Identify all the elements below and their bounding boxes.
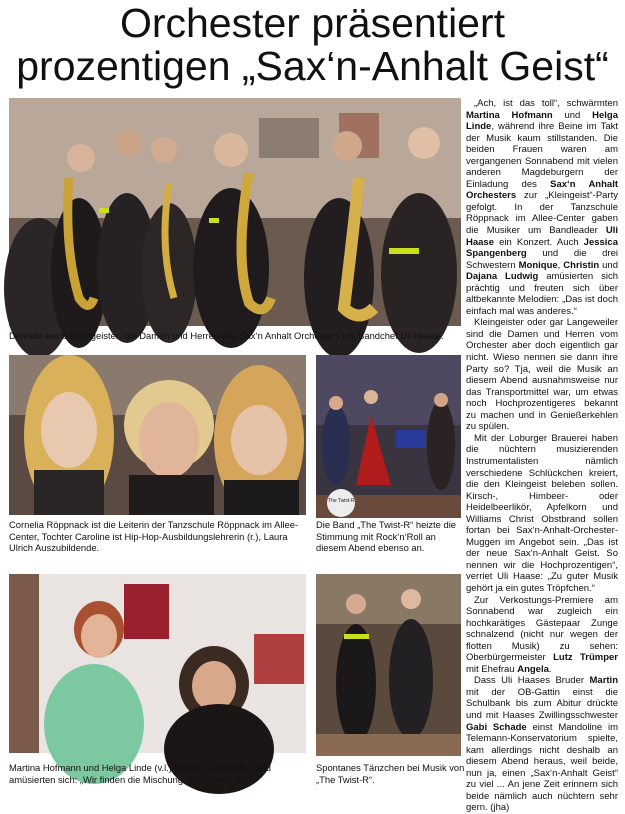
article-name-bold: Lutz Trümper: [553, 652, 618, 664]
photo-dance-school: [9, 355, 306, 515]
article-body: [466, 98, 618, 814]
article-name-bold: Monique: [518, 259, 558, 271]
headline-line-2: prozentigen „Sax‘n-Anhalt Geist“: [16, 43, 609, 89]
caption-band: Die Band „The Twist-R“ heizte die Stimmung mit Rock‘n‘Roll an diesem Abend ebenso an.: [316, 519, 456, 553]
caption-orchestra: Definitiv keine Kleingeister: die Damen und Herren des Sax‘n Anhalt Orchesters um Bandchef Uli Haase.: [9, 330, 444, 341]
caption-dancing-women: Martina Hofmann und Helga Linde (v.l.) tanzten, klatschten und amüsierten sich: „Wir finden die Mischung der Leute gut.“: [9, 762, 271, 785]
article-name-bold: Dajana Ludwig: [466, 271, 539, 283]
photo-dancing-women: [9, 574, 306, 753]
article-text: Mit der Loburger Brauerei haben die nüchtern musizierenden Instrumentalisten nämlich verschiedene Schlückchen kreiert, die den Kleingeist beleben sollen. Kirsch-, Himbeer- oder Heidelbeerlikör, Apfelkorn und Williams Christ Obstbrand sollen fortan bei Sax‘n-Anhalt-Orchester-Muggen im Angebot sein. „Das ist der neue Sax‘n-Anhalt Geist. So nennen wir die Hochprozentigen“, verriet Uli Haase: „Zu guter Musik gehört ja ein gutes Tröpfchen.“: [466, 432, 618, 594]
article-text: und die drei Schwestern: [466, 248, 618, 271]
article-paragraph: [466, 317, 618, 432]
article-text: Kleingeister oder gar Langeweiler sind die Damen und Herren vom Orchester aber doch eigentlich gar nicht. Wieso nennen sie dann ihre Party so? Tja, weil die Musik an diesem Abend ausnahmsweise nur das Transportmittel war, um etwas noch Hochprozentigeres bekannt zu machen und in Genießerkehlen zu spülen.: [466, 317, 618, 433]
article-name-bold: Martina Hofmann: [466, 109, 553, 121]
drum-text: The Twist-R: [328, 498, 355, 504]
article-text: Zur Verkostungs-Premiere am Sonnabend war zugleich ein hochkarätiges Gästepaar Zunge schnalzend (nicht nur wegen der flotten Musik) zu sehen: Oberbürgermeister: [466, 594, 618, 664]
article-name-bold: Jessica Spangenberg: [466, 236, 618, 260]
photo-band: [316, 355, 461, 518]
article-text: mit der OB-Gattin einst die Schulbank bis zum Abitur drückte und mit Haases Zwillingsschwester: [466, 686, 618, 721]
photo-spontaneous-dance: [316, 574, 461, 756]
headline: [0, 2, 625, 88]
caption-spontaneous-dance: Spontanes Tänzchen bei Musik von „The Twist-R“.: [316, 762, 465, 785]
article-text: , während ihre Beine im Takt der Musik kaum stillstanden. Die beiden Frauen waren am vergangenen Sonnabend mit vielen anderen Magdeburgern der Einladung des: [466, 121, 618, 190]
article-paragraph: [466, 433, 618, 595]
article-text: „Ach, ist das toll“, schwärmten: [474, 98, 618, 109]
article-name-bold: Martin: [589, 675, 618, 687]
article-text: mit Ehefrau: [466, 663, 518, 675]
article-name-bold: Helga Linde: [466, 109, 618, 133]
article-name-bold: Uli Haase: [466, 225, 618, 248]
article-text: einst Mandoline im Telemann-Konservatorium spielte, kam allerdings nicht deshalb an diesem Abend heraus, weil beide, nun ja, einen „Sax‘n-Anhalt Geist“ zu viel ... An jene Zeit erinnern sich beide nämlich auch nüchtern sehr gern. (jha): [466, 721, 618, 814]
caption-dance-school: Cornelia Röppnack ist die Leiterin der Tanzschule Röppnack im Allee-Center, Tochter Caroline ist Hip-Hop-Ausbildungslehrerin (r.), Laura Ulrich Auszubildende.: [9, 519, 299, 553]
article-text: ,: [557, 259, 564, 271]
article-paragraph: [466, 595, 618, 676]
article-text: amüsierten sich prächtig und freuten sich über altbekannte Melodien: „Das ist doch einfach mal was anderes.“: [466, 271, 618, 317]
article-name-bold: Sax‘n Anhalt Orchesters: [466, 178, 618, 202]
article-name-bold: Angela: [517, 663, 549, 675]
article-text: Dass Uli Haases Bruder: [474, 675, 590, 687]
article-text: .: [548, 663, 552, 675]
photo-orchestra: [9, 98, 461, 326]
article-paragraph: [466, 675, 618, 814]
article-text: und: [599, 259, 618, 271]
article-text: zur „Kleingeist“-Party gefolgt. In der Tanzschule Röppnack im Allee-Center gaben die Musiker um Bandleader: [466, 190, 618, 237]
article-text: ein Konzert. Auch: [494, 236, 584, 248]
article-paragraph: [466, 98, 618, 317]
article-name-bold: Gabi Schade: [466, 721, 527, 733]
article-name-bold: Christin: [563, 259, 600, 271]
article-text: und: [552, 109, 593, 121]
headline-line-1: Orchester präsentiert: [119, 0, 506, 46]
